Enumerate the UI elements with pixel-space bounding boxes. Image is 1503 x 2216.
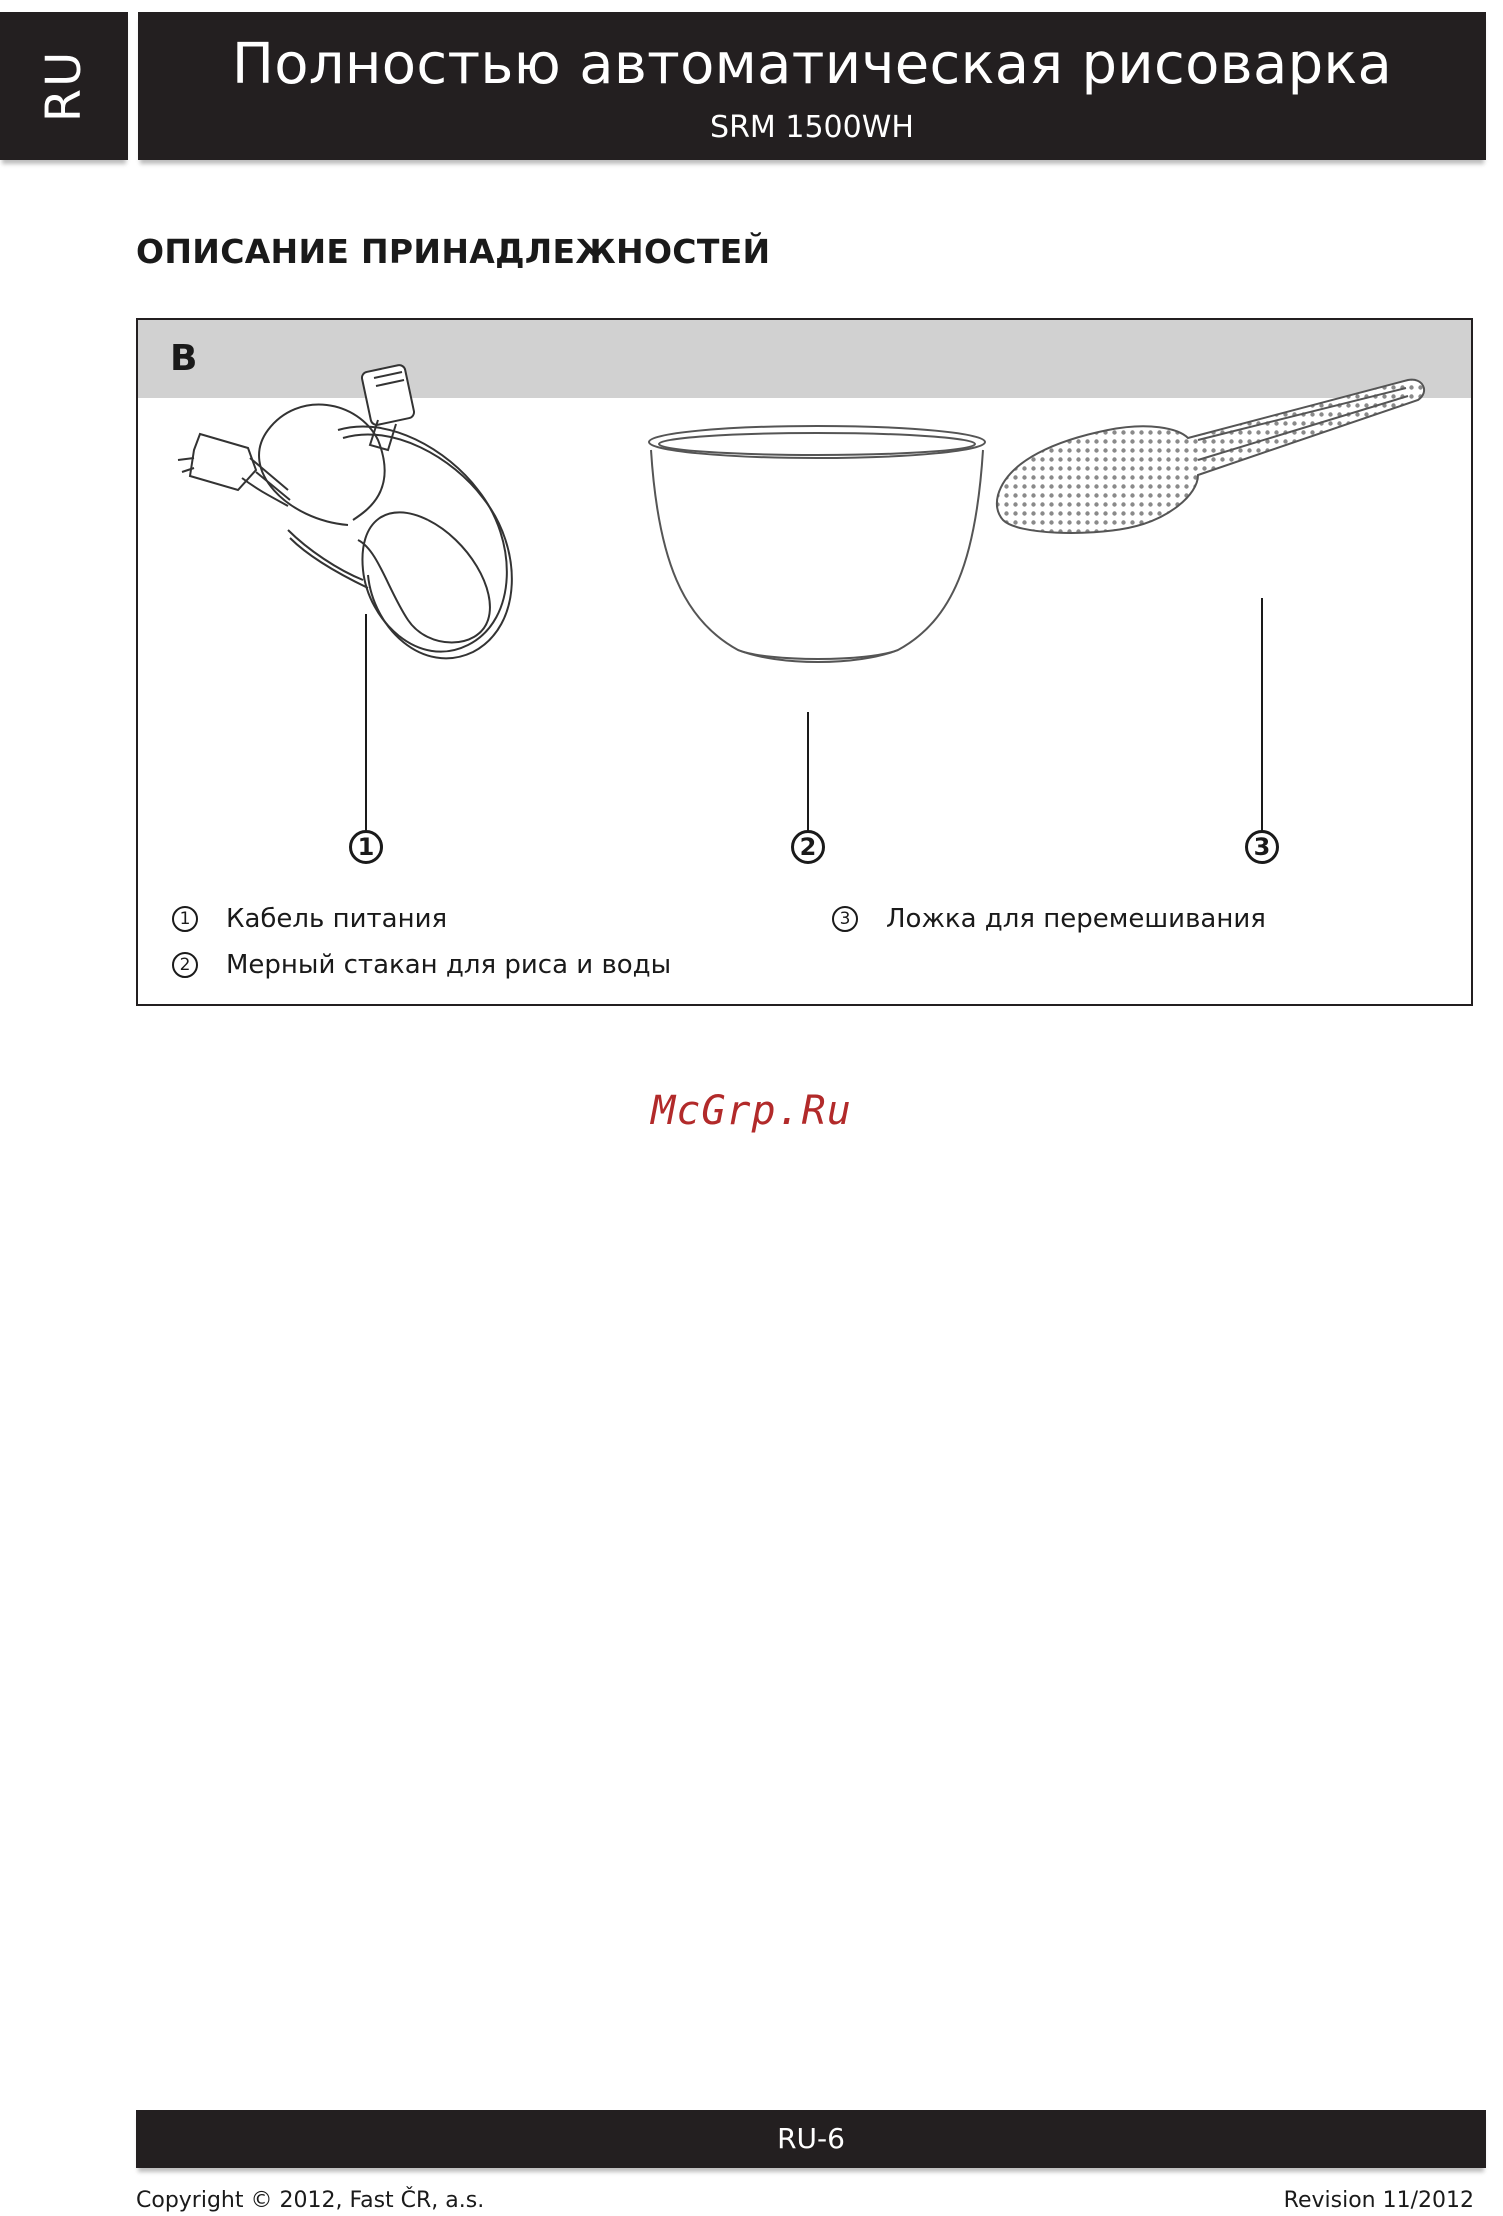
legend-text-3: Ложка для перемешивания xyxy=(886,904,1266,934)
legend-text-1: Кабель питания xyxy=(226,904,448,934)
model-number: SRM 1500WH xyxy=(710,110,914,145)
legend-number-1: 1 xyxy=(172,906,198,932)
page-number: RU-6 xyxy=(777,2122,845,2155)
document-title: Полностью автоматическая рисоварка xyxy=(231,32,1393,97)
callout-1: 1 xyxy=(349,830,383,864)
language-label: RU xyxy=(36,49,92,123)
power-cable-icon xyxy=(178,364,512,658)
title-bar xyxy=(138,12,1486,160)
figure-label: B xyxy=(170,338,198,379)
watermark: McGrp.Ru xyxy=(651,1088,852,1134)
stirring-spoon-icon xyxy=(997,380,1424,533)
legend-number-3: 3 xyxy=(832,906,858,932)
footer-bar xyxy=(136,2110,1486,2168)
section-heading: ОПИСАНИЕ ПРИНАДЛЕЖНОСТЕЙ xyxy=(136,232,771,271)
legend-number-2: 2 xyxy=(172,952,198,978)
revision-text: Revision 11/2012 xyxy=(1283,2188,1474,2213)
measuring-bowl-icon xyxy=(649,426,985,662)
language-tab xyxy=(0,12,128,160)
copyright-text: Copyright © 2012, Fast ČR, a.s. xyxy=(136,2188,485,2213)
accessories-figure xyxy=(136,318,1473,1006)
accessories-illustration xyxy=(138,320,1471,1004)
legend-text-2: Мерный стакан для риса и воды xyxy=(226,950,672,980)
callout-2: 2 xyxy=(791,830,825,864)
callout-3: 3 xyxy=(1245,830,1279,864)
